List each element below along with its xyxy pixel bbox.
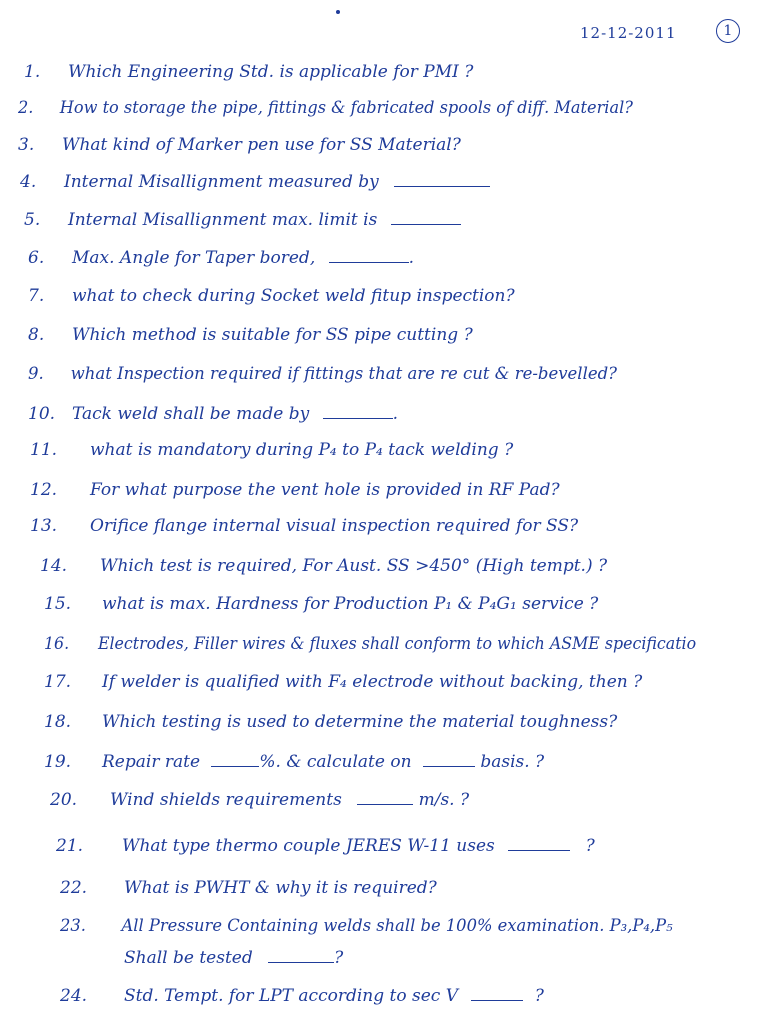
question-text: Std. Tempt. for LPT according to sec V xyxy=(124,986,458,1006)
question-number: 21. xyxy=(56,836,84,856)
question-text: Repair rate xyxy=(102,752,200,772)
answer-blank xyxy=(268,948,334,963)
answer-blank xyxy=(471,986,523,1001)
question-number: 23. xyxy=(60,916,86,936)
question-9 xyxy=(28,364,617,384)
question-text: Which test is required, For Aust. SS >450° (High tempt.) ? xyxy=(100,556,608,576)
question-number: 19. xyxy=(44,752,72,772)
question-text: Wind shields requirements xyxy=(110,790,342,810)
question-text: what is mandatory during P₄ to P₄ tack welding ? xyxy=(90,440,514,460)
question-text: All Pressure Containing welds shall be 100% examination. P₃,P₄,P₅ xyxy=(121,916,673,936)
question-10 xyxy=(28,404,398,424)
answer-blank xyxy=(323,404,393,419)
question-number: 2. xyxy=(18,98,34,118)
question-7 xyxy=(28,286,515,306)
question-8 xyxy=(28,325,473,345)
question-text-after: ? xyxy=(534,986,544,1006)
question-text-after: ? xyxy=(334,948,344,968)
question-text: What type thermo couple JERES W-11 uses xyxy=(122,836,495,856)
question-4 xyxy=(20,172,490,192)
question-20 xyxy=(50,790,469,810)
question-15 xyxy=(44,594,598,614)
question-18 xyxy=(44,712,617,732)
question-number: 17. xyxy=(44,672,72,692)
question-number: 11. xyxy=(30,440,58,460)
question-1 xyxy=(24,62,473,82)
question-2 xyxy=(18,98,633,118)
answer-blank xyxy=(394,172,490,187)
question-number: 7. xyxy=(28,286,45,306)
answer-blank xyxy=(211,752,259,767)
question-text: Which Engineering Std. is applicable for PMI ? xyxy=(68,62,474,82)
question-number: 15. xyxy=(44,594,72,614)
question-3 xyxy=(18,135,461,155)
question-text: Internal Misallignment measured by xyxy=(64,172,379,192)
question-number: 12. xyxy=(30,480,58,500)
question-22 xyxy=(60,878,437,898)
question-12 xyxy=(30,480,560,500)
question-6 xyxy=(28,248,414,268)
question-17 xyxy=(44,672,642,692)
question-text: What kind of Marker pen use for SS Material? xyxy=(62,135,461,155)
question-number: 22. xyxy=(60,878,88,898)
question-text-mid: %. & calculate on xyxy=(259,752,412,772)
question-text-after: . xyxy=(392,404,399,424)
question-text: What is PWHT & why it is required? xyxy=(124,878,437,898)
question-number: 1. xyxy=(24,62,41,82)
question-19 xyxy=(44,752,544,772)
question-text: Internal Misallignment max. limit is xyxy=(68,210,378,230)
question-text-after: ? xyxy=(585,836,595,856)
question-text: For what purpose the vent hole is provided in RF Pad? xyxy=(90,480,560,500)
answer-blank xyxy=(508,836,570,851)
question-number: 10. xyxy=(28,404,56,424)
date: 12-12-2011 xyxy=(580,24,677,42)
ink-dot xyxy=(336,10,340,14)
question-number: 8. xyxy=(28,325,45,345)
answer-blank xyxy=(423,752,475,767)
question-text: Electrodes, Filler wires & fluxes shall conform to which ASME specificatio xyxy=(97,634,697,654)
question-number: 13. xyxy=(30,516,58,536)
question-text: Shall be tested xyxy=(124,948,253,968)
question-text: Max. Angle for Taper bored, xyxy=(72,248,316,268)
question-5 xyxy=(24,210,461,230)
question-number: 5. xyxy=(24,210,41,230)
question-text-after: . xyxy=(408,248,415,268)
question-11 xyxy=(30,440,513,460)
question-16 xyxy=(44,634,696,654)
answer-blank xyxy=(329,248,409,263)
question-23-continuation xyxy=(124,948,343,968)
question-21 xyxy=(56,836,595,856)
question-number: 3. xyxy=(18,135,35,155)
question-14 xyxy=(40,556,607,576)
question-number: 6. xyxy=(28,248,45,268)
question-24 xyxy=(60,986,544,1006)
question-number: 18. xyxy=(44,712,72,732)
question-text-after: m/s. ? xyxy=(418,790,470,810)
question-23 xyxy=(60,916,673,936)
question-number: 4. xyxy=(20,172,37,192)
question-text: what is max. Hardness for Production P₁ & P₄G₁ service ? xyxy=(102,594,599,614)
question-text: Which testing is used to determine the material toughness? xyxy=(102,712,618,732)
question-number: 14. xyxy=(40,556,68,576)
question-number: 16. xyxy=(44,634,70,654)
question-text: what Inspection required if fittings that are re cut & re-bevelled? xyxy=(70,364,618,384)
answer-blank xyxy=(391,210,461,225)
question-13 xyxy=(30,516,578,536)
question-text: Orifice flange internal visual inspection required for SS? xyxy=(90,516,579,536)
question-text-after: basis. ? xyxy=(480,752,545,772)
question-text: Tack weld shall be made by xyxy=(72,404,310,424)
question-number: 24. xyxy=(60,986,88,1006)
question-text: If welder is qualified with F₄ electrode without backing, then ? xyxy=(102,672,643,692)
question-text: How to storage the pipe, fittings & fabricated spools of diff. Material? xyxy=(59,98,633,118)
page-number: 1 xyxy=(716,19,740,43)
answer-blank xyxy=(357,790,413,805)
question-number: 20. xyxy=(50,790,78,810)
question-text: Which method is suitable for SS pipe cutting ? xyxy=(72,325,473,345)
question-text: what to check during Socket weld fitup inspection? xyxy=(72,286,515,306)
question-number: 9. xyxy=(28,364,44,384)
